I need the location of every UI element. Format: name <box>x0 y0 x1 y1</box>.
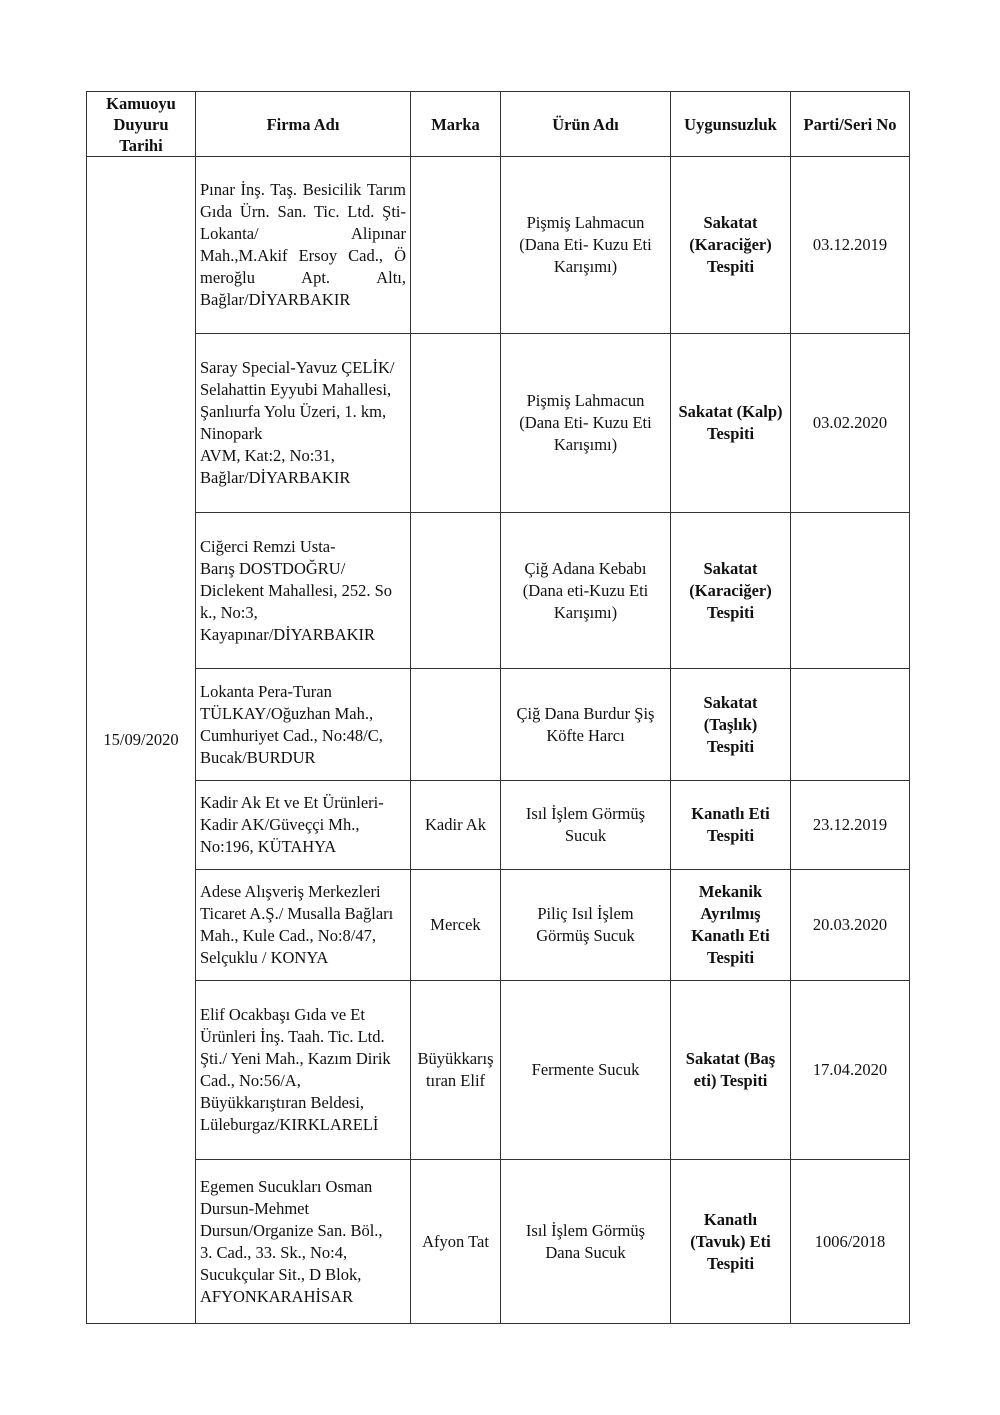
header-row <box>87 92 910 157</box>
issue-cell: Sakatat (Taşlık) Tespiti <box>671 669 791 781</box>
firm-cell: Lokanta Pera-Turan TÜLKAY/Oğuzhan Mah., Cumhuriyet Cad., No:48/C, Bucak/BURDUR <box>196 669 411 781</box>
brand-cell <box>411 334 501 513</box>
firm-cell: Kadir Ak Et ve Et Ürünleri- Kadir AK/Güveççi Mh., No:196, KÜTAHYA <box>196 781 411 870</box>
header-product: Ürün Adı <box>501 92 671 157</box>
brand-cell: Mercek <box>411 870 501 981</box>
firm-cell: Egemen Sucukları Osman Dursun-Mehmet Dursun/Organize San. Böl., 3. Cad., 33. Sk., No:4, Sucukçular Sit., D Blok, AFYONKARAHİSAR <box>196 1160 411 1324</box>
product-cell: Fermente Sucuk <box>501 981 671 1160</box>
table-row <box>87 781 910 870</box>
firm-cell: Ciğerci Remzi Usta- Barış DOSTDOĞRU/ Diclekent Mahallesi, 252. So k., No:3, Kayapınar/DİYARBAKIR <box>196 513 411 669</box>
firm-cell: Elif Ocakbaşı Gıda ve Et Ürünleri İnş. Taah. Tic. Ltd. Şti./ Yeni Mah., Kazım Dirik Cad., No:56/A, Büyükkarıştıran Beldesi, Lüleburgaz/KIRKLARELİ <box>196 981 411 1160</box>
product-cell: Çiğ Dana Burdur Şiş Köfte Harcı <box>501 669 671 781</box>
table-row <box>87 513 910 669</box>
product-cell: Isıl İşlem Görmüş Sucuk <box>501 781 671 870</box>
serial-cell: 23.12.2019 <box>791 781 910 870</box>
header-serial: Parti/Seri No <box>791 92 910 157</box>
product-cell: Piliç Isıl İşlem Görmüş Sucuk <box>501 870 671 981</box>
announcement-date: 15/09/2020 <box>87 157 196 1324</box>
firm-cell: Adese Alışveriş Merkezleri Ticaret A.Ş./ Musalla Bağları Mah., Kule Cad., No:8/47, Selçuklu / KONYA <box>196 870 411 981</box>
header-firm: Firma Adı <box>196 92 411 157</box>
serial-cell: 1006/2018 <box>791 1160 910 1324</box>
table-row <box>87 981 910 1160</box>
issue-cell: Mekanik Ayrılmış Kanatlı Eti Tespiti <box>671 870 791 981</box>
product-cell: Isıl İşlem Görmüş Dana Sucuk <box>501 1160 671 1324</box>
recall-table <box>86 91 910 1324</box>
brand-cell <box>411 513 501 669</box>
table-row <box>87 157 910 334</box>
firm-cell: Pınar İnş. Taş. Besicilik Tarım Gıda Ürn. San. Tic. Ltd. Şti-Lokanta/ Alipınar Mah.,M.Akif Ersoy Cad., Ö meroğlu Apt. Altı, Bağlar/DİYARBAKIR <box>196 157 411 334</box>
serial-cell: 03.12.2019 <box>791 157 910 334</box>
issue-cell: Sakatat (Kalp) Tespiti <box>671 334 791 513</box>
header-date: Kamuoyu Duyuru Tarihi <box>87 92 196 157</box>
serial-cell <box>791 669 910 781</box>
issue-cell: Kanatlı (Tavuk) Eti Tespiti <box>671 1160 791 1324</box>
brand-cell <box>411 669 501 781</box>
brand-cell: Büyükkarış tıran Elif <box>411 981 501 1160</box>
product-cell: Pişmiş Lahmacun (Dana Eti- Kuzu Eti Karışımı) <box>501 157 671 334</box>
table-row <box>87 669 910 781</box>
brand-cell <box>411 157 501 334</box>
firm-cell: Saray Special-Yavuz ÇELİK/ Selahattin Eyyubi Mahallesi, Şanlıurfa Yolu Üzeri, 1. km, Ninopark AVM, Kat:2, No:31, Bağlar/DİYARBAKIR <box>196 334 411 513</box>
table-row <box>87 334 910 513</box>
serial-cell <box>791 513 910 669</box>
serial-cell: 17.04.2020 <box>791 981 910 1160</box>
product-cell: Pişmiş Lahmacun (Dana Eti- Kuzu Eti Karışımı) <box>501 334 671 513</box>
serial-cell: 20.03.2020 <box>791 870 910 981</box>
issue-cell: Sakatat (Baş eti) Tespiti <box>671 981 791 1160</box>
issue-cell: Sakatat (Karaciğer) Tespiti <box>671 157 791 334</box>
table-row <box>87 870 910 981</box>
header-brand: Marka <box>411 92 501 157</box>
brand-cell: Kadir Ak <box>411 781 501 870</box>
serial-cell: 03.02.2020 <box>791 334 910 513</box>
issue-cell: Sakatat (Karaciğer) Tespiti <box>671 513 791 669</box>
brand-cell: Afyon Tat <box>411 1160 501 1324</box>
issue-cell: Kanatlı Eti Tespiti <box>671 781 791 870</box>
header-issue: Uygunsuzluk <box>671 92 791 157</box>
table-row <box>87 1160 910 1324</box>
product-cell: Çiğ Adana Kebabı (Dana eti-Kuzu Eti Karışımı) <box>501 513 671 669</box>
